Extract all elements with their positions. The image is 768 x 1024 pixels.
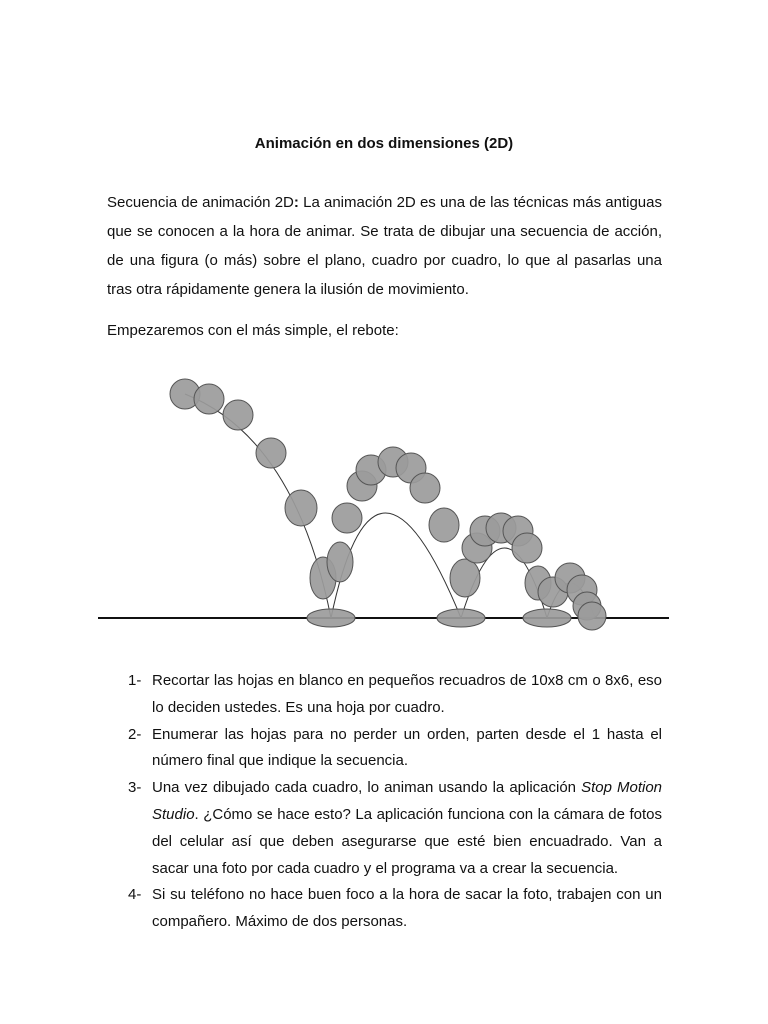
ball-squash <box>437 609 485 627</box>
instruction-item <box>128 882 662 936</box>
instruction-text: Recortar las hojas en blanco en pequeños recuadros de 10x8 cm o 8x6, eso lo deciden ustedes. Es una hoja por cuadro. <box>152 672 662 716</box>
ball-squash <box>307 609 355 627</box>
ball-frame <box>285 490 317 526</box>
app-name: Stop Motion Studio <box>152 779 663 823</box>
ball-frame <box>223 400 253 430</box>
instruction-text-after: . ¿Cómo se hace esto? La aplicación funciona con la cámara de fotos del celular así que deben asegurarse que esté bien encuadrado. Van a sacar una foto por cada cuadro y el programa va a crear la secuencia. <box>152 805 662 877</box>
intro-paragraph <box>107 188 662 304</box>
instruction-text: Si su teléfono no hace buen foco a la hora de sacar la foto, trabajen con un compañero. Máximo de dos personas. <box>152 886 662 931</box>
ball-frame <box>429 508 459 542</box>
ball-frame <box>194 384 224 414</box>
instruction-number: 2- <box>128 725 142 743</box>
lead-sentence: Empezaremos con el más simple, el rebote: <box>107 322 399 339</box>
intro-label-colon: : <box>293 194 299 211</box>
ball-frame <box>327 542 353 582</box>
instruction-item <box>128 722 662 776</box>
instruction-number: 1- <box>128 672 142 689</box>
instruction-number: 4- <box>128 886 142 904</box>
instruction-item <box>128 775 662 882</box>
instructions-list <box>128 668 662 936</box>
ball-frame <box>256 438 286 468</box>
instruction-number: 3- <box>128 779 142 797</box>
ball-frame <box>450 559 480 597</box>
ball-frame <box>332 503 362 533</box>
ball-frame <box>410 473 440 503</box>
ball-frame <box>578 602 606 630</box>
instruction-text: Enumerar las hojas para no perder un orden, parten desde el 1 hasta el número final que indique la secuencia. <box>152 725 662 770</box>
intro-label: Secuencia de animación 2D <box>107 194 294 211</box>
ball-squash <box>523 609 571 627</box>
page-title: Animación en dos dimensiones (2D) <box>254 135 514 152</box>
instruction-text-before: Una vez dibujado cada cuadro, lo animan usando la aplicación <box>152 779 582 797</box>
bouncing-ball-figure <box>95 368 673 638</box>
intro-text: La animación 2D es una de las técnicas más antiguas que se conocen a la hora de animar. Se trata de dibujar una secuencia de acción, de una figura (o más) sobre el plano, cuadro por cuadro, lo que al pasarlas una tras otra rápidamente genera la ilusión de movimiento. <box>107 194 662 298</box>
instruction-item <box>128 668 662 722</box>
ball-frame <box>512 533 542 563</box>
